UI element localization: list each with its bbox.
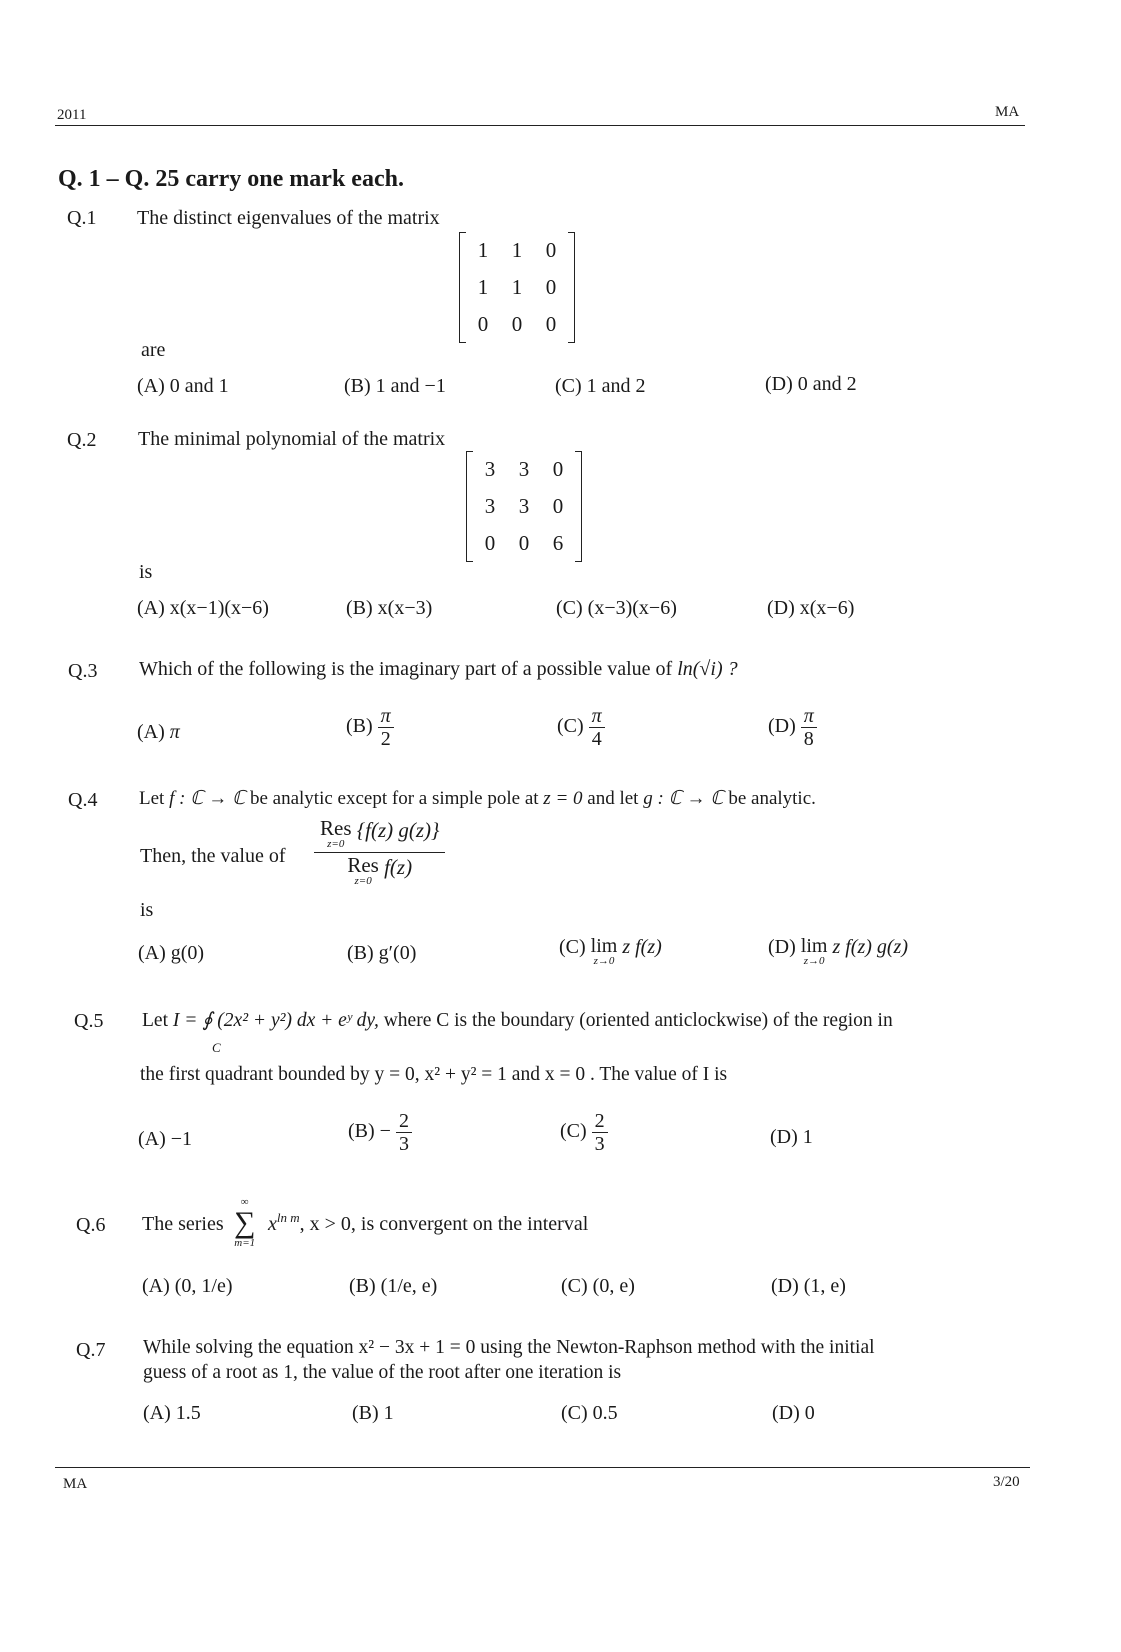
log-expression: ln(√i) ? [677,658,738,680]
matrix-left-bracket [466,451,473,562]
question-text [139,787,816,810]
res-subscript: z=0 [354,875,372,887]
matrix-right-bracket [575,451,582,562]
text-segment: and let [587,788,639,809]
option-c [559,936,662,967]
matrix [466,451,582,562]
text-segment: be analytic except for a simple pole at [249,788,539,809]
fraction-denominator: 3 [398,1133,409,1155]
limit-operator [591,936,618,967]
question-text [139,658,738,681]
matrix-cell: 0 [484,531,496,555]
res-subscript: z=0 [327,838,345,850]
matrix-cell: 0 [518,531,530,555]
option-a [137,721,180,744]
fraction-numerator: π [378,705,394,728]
option-label: (D) [768,936,796,958]
text-segment: be analytic. [728,788,816,809]
series-pre: The series [142,1213,224,1235]
series-exponent: ln m [276,1210,300,1225]
pole-location: z = 0 [543,788,583,809]
question-text-line2: Then, the value of [140,845,286,867]
series-term [268,1210,589,1236]
question-number: Q.6 [76,1214,106,1236]
residue-operator [347,855,379,887]
question-tail: is [140,899,154,921]
question-number: Q.5 [74,1010,104,1032]
matrix-cell: 6 [552,531,564,555]
fraction [589,705,605,750]
option-a: (A) 0 and 1 [137,375,229,397]
option-d: (D) 1 [770,1126,813,1148]
lim-subscript: z→0 [593,955,615,967]
matrix-grid [466,232,568,343]
matrix-cell: 1 [511,238,523,262]
question-text-main: Which of the following is the imaginary part of a possible value of [139,658,673,680]
option-expression: z f(z) g(z) [832,936,908,958]
contour-label: C [212,1040,221,1055]
option-label: (B) − [348,1120,391,1143]
option-label: (C) [560,1120,587,1143]
question-text: The minimal polynomial of the matrix [138,428,446,450]
option-label: (A) [137,721,165,743]
matrix [459,232,575,343]
option-b: (B) x(x−3) [346,597,433,619]
fraction [801,705,817,750]
function-map: g : ℂ → ℂ [643,788,724,809]
fraction [592,1110,608,1155]
option-a: (A) x(x−1)(x−6) [137,597,269,619]
matrix-cell: 3 [484,494,496,518]
option-label: (C) [557,715,584,738]
function-map: f : ℂ → ℂ [169,788,246,809]
option-c: (C) (0, e) [561,1275,635,1297]
text-segment: Let [142,1010,168,1031]
line-integral: I = ∮ (2x² + y²) dx + eʸ dy, [172,1010,379,1031]
header-year: 2011 [57,107,87,123]
matrix-cell: 3 [518,457,530,481]
question-text: While solving the equation x² − 3x + 1 = 0 using the Newton-Raphson method with the initial [143,1337,875,1358]
fraction-denominator: 8 [803,728,814,750]
fraction-denominator: 4 [591,728,602,750]
option-label: (C) [559,936,586,958]
matrix-cell: 0 [545,275,557,299]
sum-lower-limit: m=1 [234,1237,256,1249]
option-d: (D) 0 [772,1402,815,1424]
fraction-denominator: 2 [380,728,391,750]
header-rule [55,125,1025,126]
question-tail: is [139,561,153,583]
option-a: (A) g(0) [138,942,205,964]
option-label: (B) [346,715,373,738]
limit-operator [801,936,828,967]
matrix-right-bracket [568,232,575,343]
fraction [378,705,394,750]
question-text-line2: the first quadrant bounded by y = 0, x² + y² = 1 and x = 0 . The value of I is [140,1064,728,1085]
option-value: π [169,721,180,743]
fraction [314,818,445,887]
option-a: (A) −1 [138,1128,193,1150]
fraction [396,1110,412,1155]
option-c: (C) 0.5 [561,1402,618,1424]
res-word: Res [320,816,352,840]
option-d [768,936,908,967]
matrix-cell: 0 [545,312,557,336]
option-label: (D) [768,715,796,738]
residue-ratio [314,818,445,887]
text-segment: where C is the boundary (oriented anticlockwise) of the region in [383,1010,893,1031]
question-tail: are [141,339,166,361]
footer-code: MA [63,1476,88,1492]
footer-rule [55,1467,1030,1468]
option-b [346,705,394,750]
option-b: (B) g′(0) [347,942,417,964]
fraction-numerator: π [589,705,605,728]
text-segment: Let [139,788,165,809]
question-number: Q.2 [67,429,97,451]
option-a: (A) 1.5 [143,1402,201,1424]
fraction-denominator [341,853,418,887]
denominator-expression: f(z) [384,855,413,879]
series-base: x [268,1213,277,1235]
question-number: Q.7 [76,1339,106,1361]
matrix-cell: 0 [511,312,523,336]
option-b: (B) 1 and −1 [344,375,446,397]
question-number: Q.4 [68,789,98,811]
question-number: Q.1 [67,207,97,229]
option-c [557,705,605,750]
option-b [348,1110,412,1155]
section-title: Q. 1 – Q. 25 carry one mark each. [58,166,404,192]
lim-subscript: z→0 [803,955,825,967]
option-c [560,1110,608,1155]
matrix-cell: 1 [511,275,523,299]
series-post: , x > 0, is convergent on the interval [299,1213,589,1235]
fraction-numerator: 2 [396,1110,412,1133]
matrix-cell: 1 [477,275,489,299]
matrix-cell: 1 [477,238,489,262]
sum-upper-limit: ∞ [240,1196,249,1208]
question-number: Q.3 [68,660,98,682]
question-text: The distinct eigenvalues of the matrix [137,207,440,229]
header-code: MA [995,104,1020,120]
sigma-sign: ∑ [234,1206,256,1239]
option-d [768,705,817,750]
option-b: (B) (1/e, e) [349,1275,438,1297]
residue-operator [320,818,352,850]
option-c: (C) (x−3)(x−6) [556,597,677,619]
lim-word: lim [590,935,618,957]
option-c: (C) 1 and 2 [555,375,646,397]
lim-word: lim [800,935,828,957]
matrix-cell: 0 [545,238,557,262]
fraction-numerator [314,818,445,853]
matrix-grid [473,451,575,562]
option-d: (D) x(x−6) [767,597,855,619]
matrix-cell: 0 [552,494,564,518]
question-text-line2: guess of a root as 1, the value of the root after one iteration is [143,1362,622,1383]
option-d: (D) 0 and 2 [765,373,857,395]
page-number: 3/20 [993,1474,1020,1490]
fraction-denominator: 3 [594,1133,605,1155]
option-expression: z f(z) [622,936,662,958]
matrix-cell: 0 [477,312,489,336]
matrix-cell: 3 [484,457,496,481]
matrix-cell: 3 [518,494,530,518]
option-d: (D) (1, e) [771,1275,846,1297]
matrix-cell: 0 [552,457,564,481]
question-text [142,1008,893,1032]
numerator-expression: {f(z) g(z)} [356,818,440,842]
option-b: (B) 1 [352,1402,394,1424]
fraction-numerator: π [801,705,817,728]
summation [234,1197,255,1249]
res-word: Res [347,853,379,877]
fraction-numerator: 2 [592,1110,608,1133]
matrix-left-bracket [459,232,466,343]
option-a: (A) (0, 1/e) [142,1275,233,1297]
